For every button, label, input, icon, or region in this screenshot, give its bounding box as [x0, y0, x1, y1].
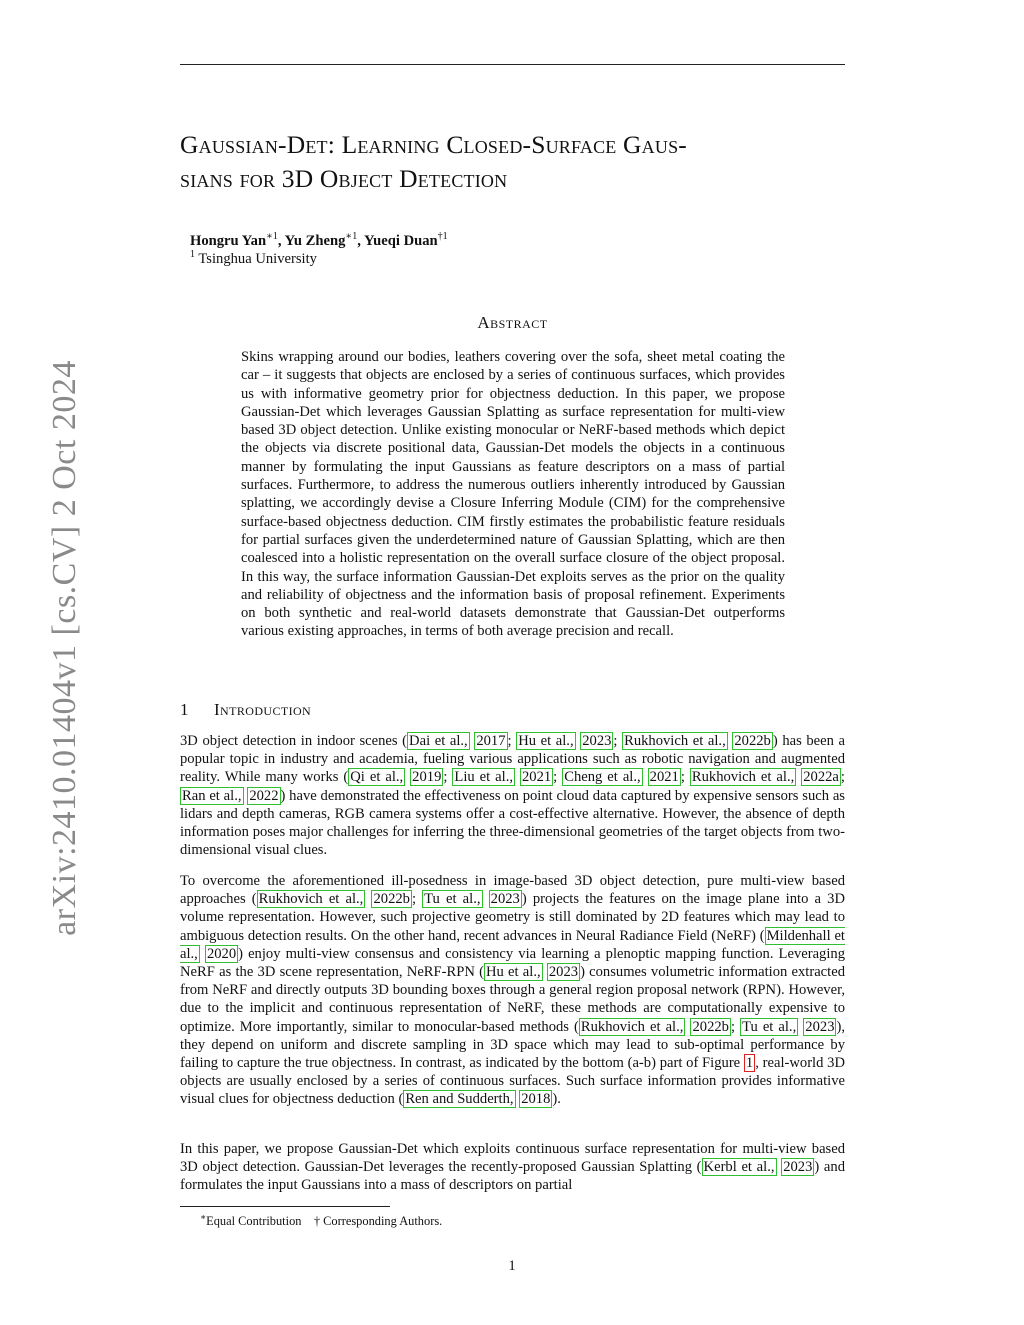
- author-1-mark: ∗1: [266, 231, 278, 242]
- author-1: Hongru Yan: [190, 232, 267, 249]
- affiliation: [190, 245, 317, 269]
- citation-link[interactable]: 2023: [548, 964, 579, 981]
- footnote: [200, 1209, 442, 1229]
- section-heading: [180, 700, 311, 720]
- citation-link[interactable]: 2023: [582, 733, 612, 749]
- top-rule: [180, 64, 845, 65]
- citation-link[interactable]: 2018: [521, 1091, 551, 1108]
- citation-link[interactable]: Kerbl et al.,: [703, 1159, 775, 1176]
- affiliation-name: Tsinghua University: [198, 250, 317, 267]
- citation-link[interactable]: Qi et al.,: [350, 769, 404, 786]
- citation-link[interactable]: Ran et al.,: [182, 787, 242, 804]
- figure-reference-link[interactable]: 1: [745, 1055, 754, 1072]
- citation-link[interactable]: Hu et al.,: [518, 733, 574, 749]
- citation-link[interactable]: Dai et al.,: [409, 733, 468, 749]
- page-number: 1: [508, 1258, 516, 1274]
- citation-link[interactable]: Hu et al.,: [485, 964, 541, 981]
- abstract-heading: Abstract: [477, 313, 548, 332]
- citation-link[interactable]: Ren and Sudderth,: [405, 1091, 514, 1108]
- citation-link[interactable]: Liu et al.,: [454, 769, 513, 786]
- author-2-mark: ∗1: [345, 231, 358, 242]
- citation-link[interactable]: 2020: [206, 945, 237, 962]
- citation-link[interactable]: Mildenhall et al.,: [180, 927, 845, 962]
- citation-link[interactable]: 2017: [476, 733, 506, 749]
- citation-link[interactable]: 2019: [412, 769, 442, 786]
- citation-link[interactable]: 2021: [649, 769, 679, 786]
- title-line-2: sians for 3D Object Detection: [180, 164, 508, 193]
- citation-link[interactable]: 2023: [783, 1159, 813, 1176]
- paper-title: [180, 128, 860, 196]
- author-3: Yueqi Duan: [363, 232, 438, 249]
- footnote-mark: ∗: [200, 1212, 207, 1222]
- citation-link[interactable]: 2023: [805, 1018, 835, 1035]
- footnote-text-2: † Corresponding Authors.: [313, 1214, 443, 1229]
- citation-link[interactable]: 2022b: [692, 1018, 729, 1035]
- section-number: 1: [180, 700, 189, 719]
- author-2: Yu Zheng: [284, 232, 346, 249]
- citation-link[interactable]: Rukhovich et al.,: [258, 891, 364, 908]
- citation-link[interactable]: Rukhovich et al.,: [624, 733, 726, 749]
- intro-paragraph-3: In this paper, we propose Gaussian-Det which exploits continuous surface representation for multi-view based 3D object detection. Gaussian-Det leverages the recently-proposed Gaussian Splatting ( Kerbl et al., 2023 ) and formulates the input Gaussians into a mass of descriptors on partial: [180, 1141, 845, 1194]
- arxiv-stamp: arXiv:2410.01404v1 [cs.CV] 2 Oct 2024: [46, 360, 83, 936]
- title-line-1: Gaussian-Det: Learning Closed-Surface Gaus-: [180, 130, 687, 159]
- citation-link[interactable]: 2022a: [803, 769, 839, 786]
- citation-link[interactable]: 2023: [490, 891, 520, 908]
- intro-paragraph-1: 3D object detection in indoor scenes ( Dai et al., 2017 ; Hu et al., 2023 ; Rukhovich et al., 2022b ) has been a popular topic in industry and academia, fueling various applications such as robotic navigation and augmented reality. While many works ( Qi et al., 2019 ; Liu et al., 2021 ; Cheng et al., 2021 ; Rukhovich et al., 2022a ; Ran et al., 2022 ) have demonstrated the effectiveness on point cloud data captured by expensive sensors such as lidars and depth cameras, RGB camera systems offer a cost-effective alternative. However, the absence of depth information poses major challenges for inferring the three-dimensional geometries of the target objects from two-dimensional visual clues.: [180, 733, 846, 859]
- citation-link[interactable]: Tu et al.,: [424, 891, 481, 908]
- citation-link[interactable]: 2022: [249, 787, 279, 804]
- citation-link[interactable]: 2022b: [373, 891, 410, 908]
- footnote-rule: [180, 1206, 390, 1207]
- section-title: Introduction: [214, 700, 312, 719]
- abstract-text: Skins wrapping around our bodies, leathers covering over the sofa, sheet metal coating the car – it suggests that objects are enclosed by a series of continuous surfaces, which provides us with informative geometry prior for objectness deduction. In this paper, we propose Gaussian-Det which leverages Gaussian Splatting as surface representation for multi-view based 3D object detection. Unlike existing monocular or NeRF-based methods which depict the objects via discrete positional data, Gaussian-Det models the objects in a continuous manner by formulating the input Gaussians as feature descriptors on a mass of partial surfaces. Furthermore, to address the numerous outliers inherently introduced by Gaussian splatting, we accordingly devise a Closure Inferring Module (CIM) for the comprehensive surface-based objectness deduction. CIM firstly estimates the probabilistic feature residuals for partial surfaces given the underdetermined nature of Gaussian Splatting, which are then coalesced into a holistic representation on the overall surface closure of the object proposal. In this way, the surface information Gaussian-Det exploits serves as the prior on the quality and reliability of objectness and the information basis of proposal refinement. Experiments on both synthetic and real-world datasets demonstrate that Gaussian-Det outperforms various existing approaches, in terms of both average precision and recall.: [241, 349, 785, 640]
- author-3-mark: †1: [437, 231, 448, 242]
- citation-link[interactable]: 2021: [521, 769, 552, 786]
- author-list: Hongru Yan$^{∗1}$, Yu Zheng$^{∗1}$, Yueqi Duan$^{\dagger 1}$: [190, 231, 448, 249]
- intro-paragraph-2: To overcome the aforementioned ill-posedness in image-based 3D object detection, pure multi-view based approaches ( Rukhovich et al., 2022b ; Tu et al., 2023 ) projects the features on the image plane into a 3D volume representation. However, such projective geometry is still dominated by 2D features which may lead to ambiguous detection results. On the other hand, recent advances in Neural Radiance Field (NeRF) ( Mildenhall et al., 2020 ) enjoy multi-view consensus and consistency via learning a plenoptic mapping function. Leveraging NeRF as the 3D scene representation, NeRF-RPN ( Hu et al., 2023 ) consumes volumetric information extracted from NeRF and directly outputs 3D bounding boxes through a general region proposal network (RPN). However, due to the implicit and continuous representation of NeRF, these methods are computationally expensive to optimize. More importantly, similar to monocular-based methods ( Rukhovich et al., 2022b ; Tu et al., 2023 ), they depend on uniform and discrete sampling in 3D space which may lead to sub-optimal performance by failing to capture the true objectness. In contrast, as indicated by the bottom (a-b) part of Figure 1 , real-world 3D objects are usually enclosed by a series of continuous surfaces. Such surface information provides informative visual clues for objectness deduction ( Ren and Sudderth, 2018 ).: [180, 873, 846, 1108]
- citation-link[interactable]: Rukhovich et al.,: [580, 1018, 684, 1035]
- citation-link[interactable]: Tu et al.,: [742, 1018, 797, 1035]
- citation-link[interactable]: Rukhovich et al.,: [691, 769, 795, 786]
- citation-link[interactable]: 2022b: [734, 733, 771, 749]
- footnote-text-1: Equal Contribution: [206, 1214, 302, 1229]
- affiliation-mark: 1: [190, 249, 195, 260]
- citation-link[interactable]: Cheng et al.,: [564, 769, 641, 786]
